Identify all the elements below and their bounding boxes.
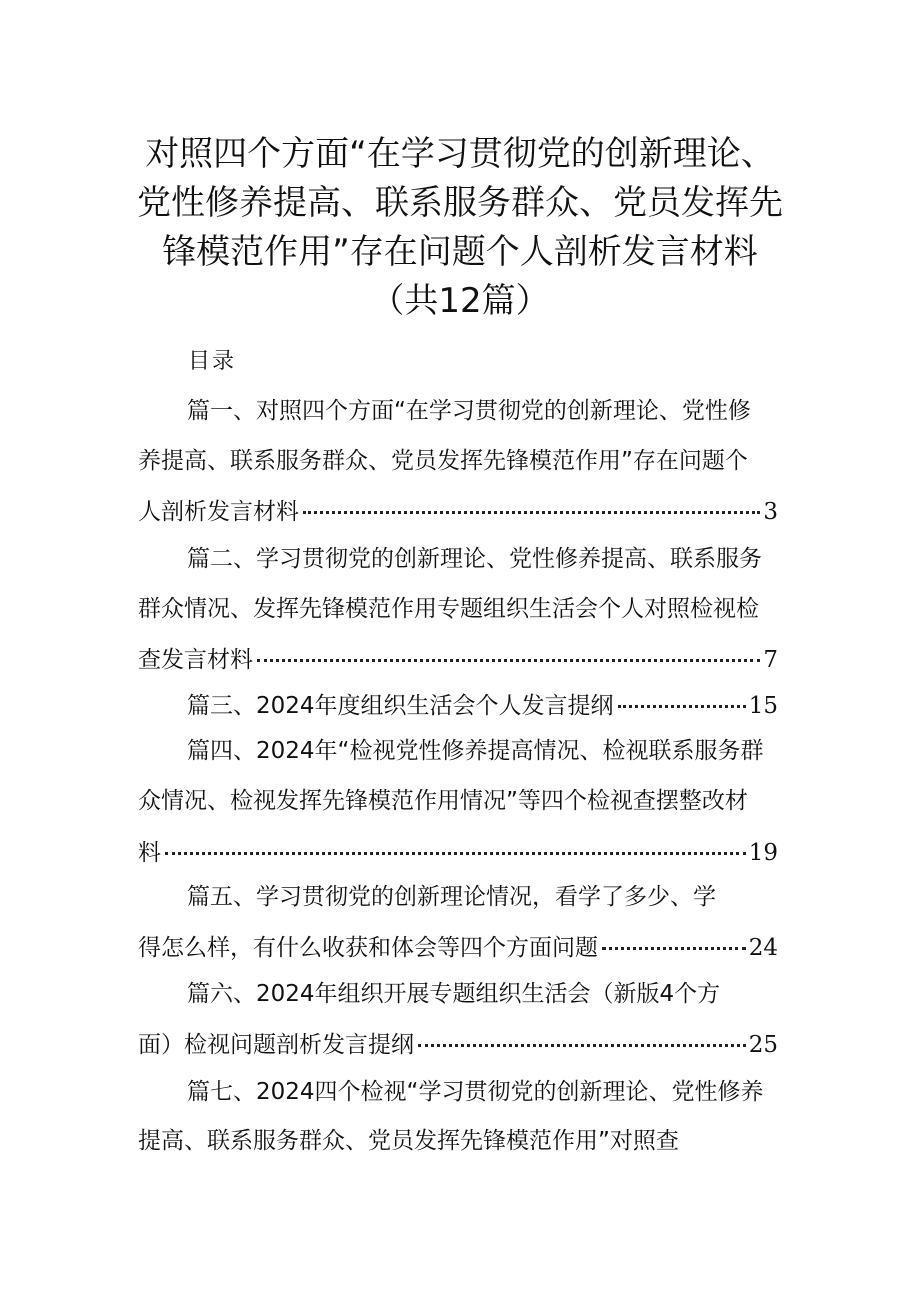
toc-entry-2-page: 7 [763, 647, 778, 673]
toc-entry-1-line-2[interactable]: 养提高、联系服务群众、党员发挥先锋模范作用”存在问题个 [138, 448, 748, 474]
toc-entry-5-line-2[interactable] [138, 930, 778, 963]
toc-entry-4-page: 19 [748, 840, 778, 866]
toc-entry-4-line-1[interactable]: 篇四、2024年“检视党性修养提高情况、检视联系服务群 [187, 738, 764, 764]
toc-entry-5-text: 得怎么样，有什么收获和体会等四个方面问题 [138, 935, 598, 961]
title-line: （共12篇） [370, 281, 550, 321]
toc-entry-5-line-1[interactable]: 篇五、学习贯彻党的创新理论情况，看学了多少、学 [187, 884, 716, 910]
title-line: 党性修养提高、联系服务群众、党员发挥先 [137, 183, 783, 223]
toc-entry-6-page: 25 [748, 1032, 778, 1058]
title-line: 锋模范作用”存在问题个人剖析发言材料 [162, 232, 758, 272]
toc-entry-4-line-3[interactable] [138, 835, 778, 868]
toc-entry-3-line-1[interactable] [187, 688, 778, 721]
toc-entry-1-line-1[interactable]: 篇一、对照四个方面“在学习贯彻党的创新理论、党性修 [187, 398, 751, 424]
toc-entry-2-line-1[interactable]: 篇二、学习贯彻党的创新理论、党性修养提高、联系服务 [187, 546, 762, 572]
toc-entry-1-text: 人剖析发言材料 [138, 499, 299, 525]
toc-entry-2-line-3[interactable] [138, 642, 778, 675]
toc-entry-5-page: 24 [748, 935, 778, 961]
dot-leader [257, 637, 760, 662]
toc-entry-7-line-1[interactable]: 篇七、2024四个检视“学习贯彻党的创新理论、党性修养 [187, 1079, 764, 1105]
dot-leader [165, 830, 746, 855]
toc-entry-2-line-2[interactable]: 群众情况、发挥先锋模范作用专题组织生活会个人对照检视检 [138, 596, 759, 622]
toc-entry-1-line-3[interactable] [138, 494, 778, 527]
title-line: 对照四个方面“在学习贯彻党的创新理论、 [145, 134, 775, 174]
dot-leader [618, 683, 746, 708]
toc-entry-3-text: 篇三、2024年度组织生活会个人发言提纲 [187, 693, 614, 719]
dot-leader [602, 925, 746, 950]
toc-heading: 目录 [188, 349, 237, 374]
toc-entry-4-line-2[interactable]: 众情况、检视发挥先锋模范作用情况”等四个检视查摆整改材 [138, 788, 748, 814]
toc-entry-6-line-1[interactable]: 篇六、2024年组织开展专题组织生活会（新版4个方 [187, 981, 721, 1007]
dot-leader [303, 489, 760, 514]
toc-entry-6-text: 面）检视问题剖析发言提纲 [138, 1032, 414, 1058]
toc-entry-3-page: 15 [748, 693, 778, 719]
toc-entry-6-line-2[interactable] [138, 1027, 778, 1060]
document-title [120, 130, 800, 326]
toc-entry-2-text: 查发言材料 [138, 647, 253, 673]
dot-leader [418, 1022, 746, 1047]
toc-entry-4-text: 料 [138, 840, 161, 866]
toc-entry-1-page: 3 [763, 499, 778, 525]
toc-entry-7-line-2[interactable]: 提高、联系服务群众、党员发挥先锋模范作用”对照查 [138, 1128, 679, 1154]
